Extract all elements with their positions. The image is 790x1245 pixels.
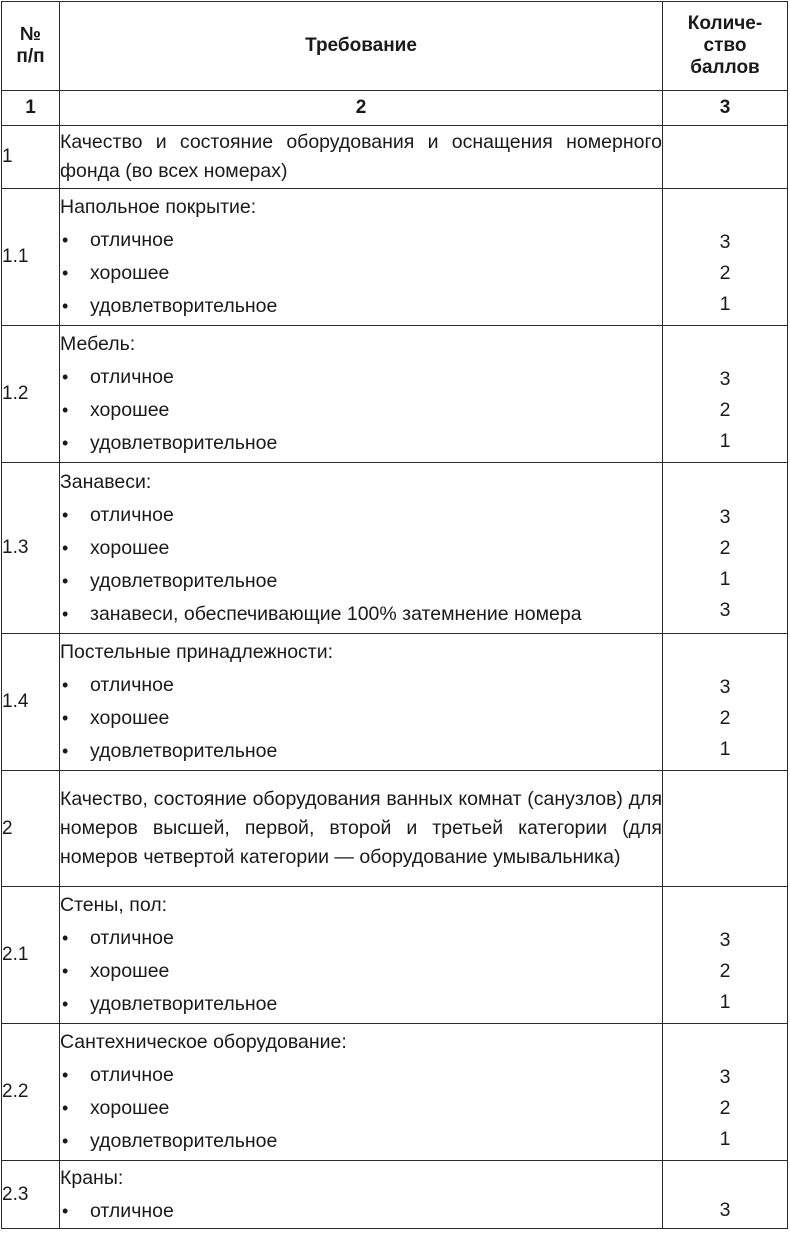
bullet-item	[60, 955, 662, 988]
row-score	[663, 326, 788, 463]
bullet-label: занавеси, обеспечивающие 100% затемнение номера	[90, 602, 582, 625]
score-value: 1	[719, 429, 731, 452]
row-requirement	[60, 326, 663, 463]
bullet-icon: •	[62, 504, 69, 525]
bullet-icon: •	[62, 994, 69, 1014]
bullet-label: хорошее	[90, 960, 170, 982]
requirement-title: Мебель:	[60, 333, 136, 355]
bullet-icon: •	[62, 708, 69, 728]
bullet-icon: •	[62, 1065, 69, 1085]
bullet-item	[60, 499, 662, 532]
header-score: Количе- ство баллов	[663, 2, 788, 91]
requirement-title: Напольное покрытие:	[60, 196, 257, 218]
bullet-label: отличное	[90, 1064, 174, 1086]
row-number: 2	[2, 771, 60, 887]
bullet-label: удовлетворительное	[90, 740, 278, 762]
score-value: 3	[719, 1065, 731, 1088]
row-score	[663, 126, 788, 189]
requirement-text: Качество и состояние оборудования и оснащения номерного фонда (во всех номерах)	[60, 131, 662, 182]
row-requirement	[60, 189, 663, 326]
requirement-title: Занавеси:	[60, 470, 152, 493]
score-value: 3	[719, 367, 731, 390]
bullet-icon: •	[62, 1200, 69, 1221]
score-value: 1	[719, 568, 731, 590]
requirement-title: Сантехническое оборудование:	[60, 1031, 347, 1053]
score-value: 1	[719, 1127, 731, 1150]
bullet-item	[60, 922, 662, 955]
table-row	[2, 1161, 788, 1229]
bullet-item	[60, 290, 662, 323]
row-number: 2.1	[2, 887, 60, 1024]
bullet-item	[60, 1092, 662, 1125]
row-score	[663, 771, 788, 887]
bullet-item	[60, 361, 662, 394]
table-row	[2, 126, 788, 189]
row-score	[663, 1024, 788, 1161]
bullet-item	[60, 565, 662, 598]
bullet-label: удовлетворительное	[90, 569, 278, 592]
bullet-label: отличное	[90, 366, 174, 388]
bullet-icon: •	[62, 675, 69, 695]
header-num: № п/п	[2, 2, 60, 91]
row-number: 1.3	[2, 463, 60, 634]
row-number: 1.2	[2, 326, 60, 463]
bullet-icon: •	[62, 296, 69, 316]
score-value: 3	[719, 230, 731, 253]
score-value: 1	[719, 737, 731, 760]
bullet-item	[60, 394, 662, 427]
table-header-row	[2, 2, 788, 91]
row-number: 1.4	[2, 634, 60, 771]
row-number: 1	[2, 126, 60, 189]
table-row	[2, 326, 788, 463]
bullet-icon: •	[62, 1131, 69, 1151]
bullet-item	[60, 224, 662, 257]
bullet-label: отличное	[90, 503, 174, 526]
row-number: 1.1	[2, 189, 60, 326]
requirement-title: Краны:	[60, 1166, 124, 1189]
table-row	[2, 463, 788, 634]
score-value: 1	[719, 990, 731, 1013]
bullet-label: хорошее	[90, 399, 170, 421]
bullet-label: хорошее	[90, 262, 170, 284]
score-value: 2	[719, 398, 731, 421]
row-score	[663, 887, 788, 1024]
row-number: 2.3	[2, 1161, 60, 1229]
score-value: 3	[719, 675, 731, 698]
bullet-icon: •	[62, 603, 69, 624]
bullet-icon: •	[62, 961, 69, 981]
bullet-label: хорошее	[90, 707, 170, 729]
bullet-label: удовлетворительное	[90, 295, 278, 317]
score-value: 3	[719, 1199, 731, 1221]
bullet-icon: •	[62, 400, 69, 420]
row-requirement	[60, 463, 663, 634]
bullet-item	[60, 257, 662, 290]
bullet-item	[60, 598, 662, 631]
score-value: 3	[719, 599, 731, 621]
bullet-item	[60, 1059, 662, 1092]
row-requirement	[60, 887, 663, 1024]
bullet-label: отличное	[90, 1199, 174, 1222]
row-score	[663, 1161, 788, 1229]
bullet-item	[60, 735, 662, 768]
bullet-label: отличное	[90, 927, 174, 949]
bullet-label: отличное	[90, 674, 174, 696]
bullet-item	[60, 427, 662, 460]
bullet-icon: •	[62, 230, 69, 250]
bullet-item	[60, 532, 662, 565]
row-requirement	[60, 771, 663, 887]
bullet-label: хорошее	[90, 536, 170, 559]
score-value: 2	[719, 261, 731, 284]
bullet-label: хорошее	[90, 1097, 170, 1119]
bullet-label: удовлетворительное	[90, 993, 278, 1015]
bullet-icon: •	[62, 928, 69, 948]
bullet-icon: •	[62, 263, 69, 283]
table-row	[2, 771, 788, 887]
score-value: 2	[719, 537, 731, 559]
score-value: 2	[719, 959, 731, 982]
requirements-table	[1, 1, 788, 1229]
bullet-icon: •	[62, 367, 69, 387]
bullet-item	[60, 1195, 662, 1228]
table-row	[2, 1024, 788, 1161]
bullet-icon: •	[62, 741, 69, 761]
requirement-text: Качество, состояние оборудования ванных комнат (санузлов) для номеров высшей, первой, второй и третьей категории (для номеров четвертой категории — оборудование умывальника)	[60, 788, 662, 868]
header-requirement: Требование	[60, 2, 663, 91]
bullet-label: удовлетворительное	[90, 1130, 278, 1152]
row-requirement	[60, 126, 663, 189]
row-requirement	[60, 1161, 663, 1229]
score-value: 2	[719, 706, 731, 729]
requirement-title: Стены, пол:	[60, 894, 168, 916]
bullet-icon: •	[62, 1098, 69, 1118]
score-value: 1	[719, 292, 731, 315]
bullet-label: отличное	[90, 229, 174, 251]
bullet-item	[60, 702, 662, 735]
bullet-icon: •	[62, 537, 69, 558]
score-value: 3	[719, 506, 731, 528]
bullet-label: удовлетворительное	[90, 432, 278, 454]
column-number: 2	[60, 91, 663, 126]
bullet-icon: •	[62, 570, 69, 591]
bullet-item	[60, 988, 662, 1021]
row-number: 2.2	[2, 1024, 60, 1161]
row-score	[663, 634, 788, 771]
table-row	[2, 634, 788, 771]
bullet-item	[60, 669, 662, 702]
row-requirement	[60, 1024, 663, 1161]
requirement-title: Постельные принадлежности:	[60, 641, 334, 663]
column-number: 1	[2, 91, 60, 126]
row-score	[663, 463, 788, 634]
column-number: 3	[663, 91, 788, 126]
bullet-item	[60, 1125, 662, 1158]
table-row	[2, 887, 788, 1024]
bullet-icon: •	[62, 433, 69, 453]
column-number-row	[2, 91, 788, 126]
score-value: 2	[719, 1096, 731, 1119]
row-score	[663, 189, 788, 326]
table-row	[2, 189, 788, 326]
score-value: 3	[719, 928, 731, 951]
row-requirement	[60, 634, 663, 771]
